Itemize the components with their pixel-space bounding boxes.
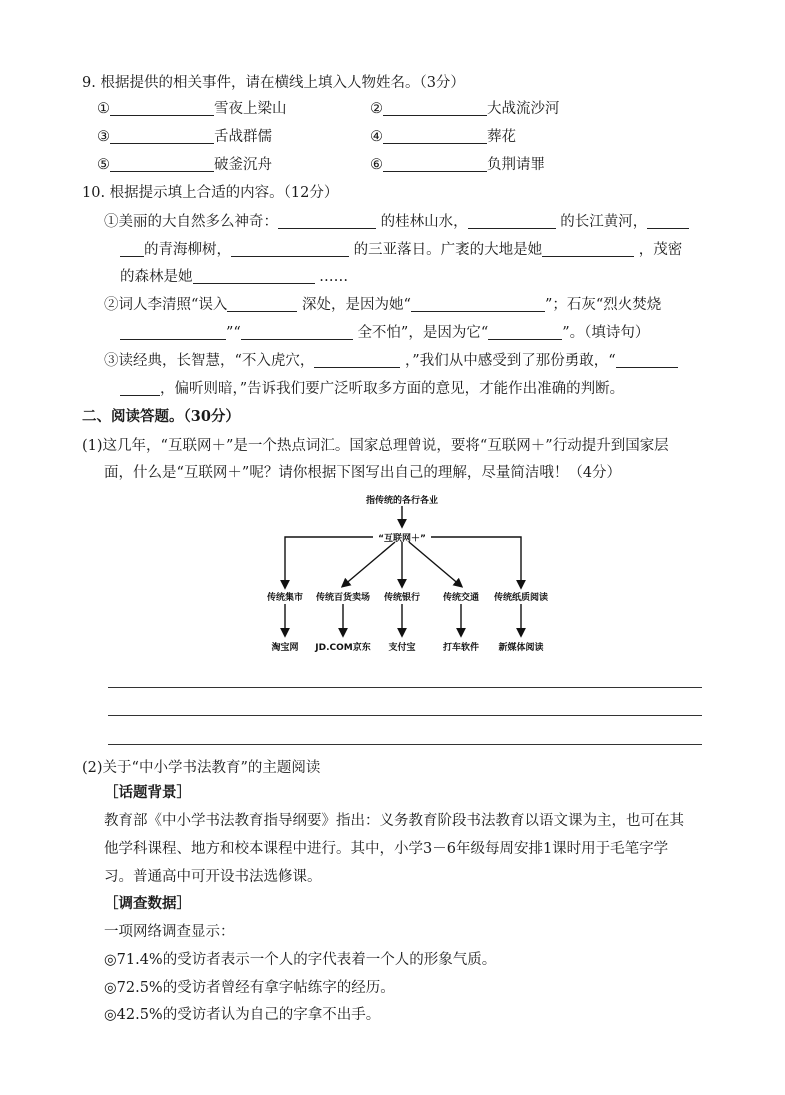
- answer-blank[interactable]: [278, 212, 376, 229]
- item-event: 舌战群儒: [214, 129, 272, 145]
- text: ②词人李清照“误入: [104, 297, 228, 313]
- internet-plus-diagram: [255, 492, 550, 658]
- q9-item-5: [97, 155, 272, 175]
- item-event: 大战流沙河: [487, 101, 560, 117]
- answer-blank[interactable]: [227, 295, 297, 312]
- answer-blank[interactable]: [383, 99, 487, 116]
- item-event: 葬花: [487, 129, 516, 145]
- diagram-top-label: 指传统的各行各业: [365, 496, 439, 506]
- text: 全不怕”，是因为它“: [357, 325, 489, 341]
- diagram-internet-3: 支付宝: [388, 643, 416, 653]
- diagram-internet-5: 新媒体阅读: [498, 643, 544, 653]
- text: 的长江黄河，: [560, 214, 648, 230]
- text: 深处，是因为她“: [302, 297, 411, 313]
- answer-blank[interactable]: [120, 379, 160, 396]
- background-line-3: 习。普通高中可开设书法选修课。: [104, 869, 322, 885]
- answer-blank[interactable]: [110, 127, 214, 144]
- text: ③读经典，长智慧，“不入虎穴，: [104, 353, 315, 369]
- diagram-traditional-4: 传统交通: [442, 593, 480, 603]
- text: ①美丽的大自然多么神奇：: [104, 214, 278, 230]
- answer-blank[interactable]: [488, 323, 562, 340]
- arrow-center-right: [409, 542, 461, 586]
- q9-item-2: [370, 99, 560, 119]
- q10-stem: 10. 根据提示填上合适的内容。（12分）: [82, 185, 339, 201]
- q10-p2-line2: [120, 323, 649, 343]
- arrow-center-left: [343, 542, 395, 586]
- answer-blank[interactable]: [647, 212, 689, 229]
- diagram-center-label: “互联网＋”: [378, 534, 426, 544]
- text: ，茂密: [638, 242, 683, 258]
- survey-stat-1: ◎71.4%的受访者表示一个人的字代表着一个人的形象气质。: [104, 952, 497, 968]
- background-line-1: 教育部《中小学书法教育指导纲要》指出：义务教育阶段书法教育以语文课为主，也可在其: [104, 813, 684, 829]
- q9-item-3: [97, 127, 272, 147]
- text: 的青海柳树，: [144, 242, 231, 258]
- diagram-traditional-1: 传统集市: [266, 593, 304, 603]
- diagram-internet-1: 淘宝网: [271, 643, 299, 653]
- text: ……: [319, 269, 349, 285]
- text: ，偏听则暗，”告诉我们要广泛听取多方面的意见，才能作出准确的判断。: [160, 381, 625, 397]
- text: 的三亚落日。广袤的大地是她: [353, 242, 543, 258]
- answer-blank[interactable]: [616, 351, 678, 368]
- answer-blank[interactable]: [110, 155, 214, 172]
- text: 的森林是她: [120, 269, 193, 285]
- s2-q2-title: (2)关于“中小学书法教育”的主题阅读: [82, 760, 321, 776]
- topic-background-label: ［话题背景］: [104, 784, 191, 801]
- q9-item-4: [370, 127, 516, 147]
- item-number: ②: [370, 101, 383, 117]
- item-number: ①: [97, 101, 110, 117]
- item-number: ⑥: [370, 157, 383, 173]
- arrow-right: [431, 537, 521, 587]
- q10-p3-line2: [120, 379, 624, 399]
- q10-p1-line1: [104, 212, 689, 232]
- diagram-traditional-5: 传统纸质阅读: [493, 593, 549, 603]
- answer-line-3[interactable]: [108, 744, 702, 745]
- answer-blank[interactable]: [383, 155, 487, 172]
- q10-p1-line2: [120, 240, 682, 260]
- q10-p2-line1: [104, 295, 661, 315]
- item-number: ④: [370, 129, 383, 145]
- answer-blank[interactable]: [468, 212, 556, 229]
- q10-p3-line1: [104, 351, 678, 371]
- answer-line-1[interactable]: [108, 687, 702, 688]
- s2-q1-line2: 面，什么是“互联网＋”呢？请你根据下图写出自己的理解，尽量简洁哦！（4分）: [104, 465, 622, 481]
- q9-item-6: [370, 155, 545, 175]
- survey-stat-2: ◎72.5%的受访者曾经有拿字帖练字的经历。: [104, 980, 395, 996]
- answer-blank[interactable]: [193, 267, 315, 284]
- arrow-left: [285, 537, 373, 587]
- s2-q1-line1: (1)这几年，“互联网＋”是一个热点词汇。国家总理曾说，要将“互联网＋”行动提升到国家层: [82, 438, 669, 454]
- diagram-traditional-2: 传统百货卖场: [315, 593, 371, 603]
- answer-blank[interactable]: [120, 323, 226, 340]
- diagram-internet-4: 打车软件: [442, 643, 480, 653]
- item-number: ⑤: [97, 157, 110, 173]
- q9-stem: 9. 根据提供的相关事件，请在横线上填入人物姓名。（3分）: [82, 75, 465, 91]
- answer-blank[interactable]: [383, 127, 487, 144]
- text: ”。（填诗句）: [562, 325, 650, 341]
- survey-intro: 一项网络调查显示：: [104, 924, 235, 940]
- item-event: 负荆请罪: [487, 157, 545, 173]
- answer-blank[interactable]: [231, 240, 349, 257]
- text: 的桂林山水，: [380, 214, 468, 230]
- answer-line-2[interactable]: [108, 715, 702, 716]
- answer-blank[interactable]: [120, 240, 144, 257]
- section-2-title: 二、阅读答题。（30分）: [82, 408, 240, 425]
- survey-data-label: ［调查数据］: [104, 895, 191, 912]
- survey-stat-3: ◎42.5%的受访者认为自己的字拿不出手。: [104, 1007, 381, 1023]
- item-number: ③: [97, 129, 110, 145]
- answer-blank[interactable]: [542, 240, 634, 257]
- text: ”“: [226, 325, 241, 341]
- q9-item-1: [97, 99, 287, 119]
- answer-blank[interactable]: [314, 351, 400, 368]
- diagram-traditional-3: 传统银行: [383, 593, 421, 603]
- item-event: 破釜沉舟: [214, 157, 272, 173]
- text: ”；石灰“烈火焚烧: [544, 297, 662, 313]
- q10-p1-line3: [120, 267, 348, 287]
- answer-blank[interactable]: [241, 323, 353, 340]
- text: ，”我们从中感受到了那份勇敢，“: [405, 353, 616, 369]
- item-event: 雪夜上梁山: [214, 101, 287, 117]
- diagram-internet-2: JD.COM京东: [315, 643, 371, 653]
- answer-blank[interactable]: [411, 295, 545, 312]
- background-line-2: 他学科课程、地方和校本课程中进行。其中，小学3－6年级每周安排1课时用于毛笔字学: [104, 841, 669, 857]
- answer-blank[interactable]: [110, 99, 214, 116]
